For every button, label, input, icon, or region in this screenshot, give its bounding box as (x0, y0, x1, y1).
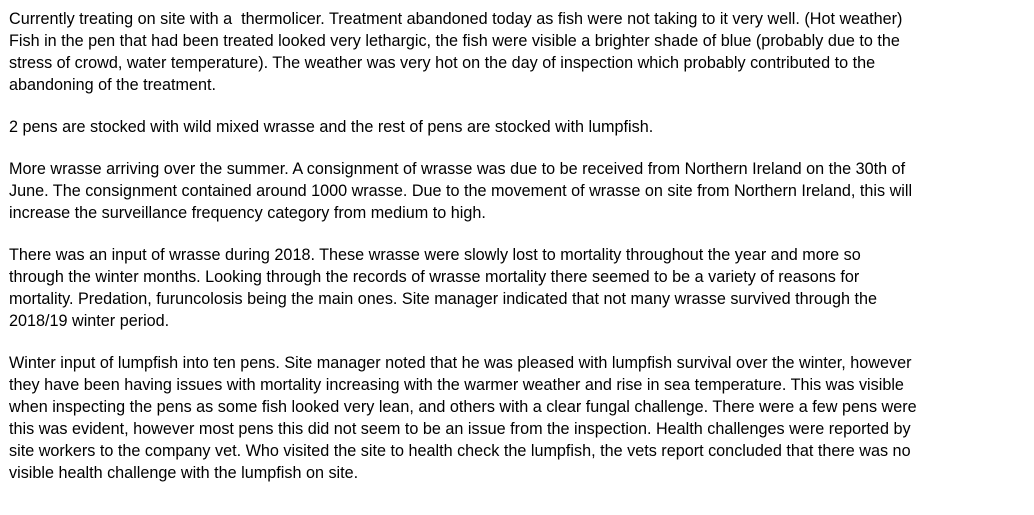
text-line: visible health challenge with the lumpfish on site. (9, 464, 359, 482)
paragraph-lumpfish (9, 352, 1026, 484)
text-line: mortality. Predation, furuncolosis being the main ones. Site manager indicated that not many wrasse survived through the (9, 290, 877, 308)
text-line: increase the surveillance frequency category from medium to high. (9, 204, 486, 222)
text-line: through the winter months. Looking through the records of wrasse mortality there seemed to be a variety of reasons for (9, 268, 860, 286)
text-line: when inspecting the pens as some fish looked very lean, and others with a clear fungal challenge. There were a few pens were (9, 398, 917, 416)
text-line: Currently treating on site with a thermolicer. Treatment abandoned today as fish were not taking to it very well. (Hot weather) (9, 10, 903, 28)
text-line: 2 pens are stocked with wild mixed wrasse and the rest of pens are stocked with lumpfish. (9, 118, 654, 136)
text-line: There was an input of wrasse during 2018. These wrasse were slowly lost to mortality throughout the year and more so (9, 246, 861, 264)
paragraph-wrasse-arrival (9, 158, 1026, 224)
text-line: this was evident, however most pens this did not seem to be an issue from the inspection. Health challenges were reported by (9, 420, 911, 438)
text-line: 2018/19 winter period. (9, 312, 170, 330)
paragraph-treatment (9, 8, 1026, 96)
text-line: they have been having issues with mortality increasing with the warmer weather and rise in sea temperature. This was visible (9, 376, 904, 394)
text-line: Fish in the pen that had been treated looked very lethargic, the fish were visible a brighter shade of blue (probably due to the (9, 32, 900, 50)
text-line: site workers to the company vet. Who visited the site to health check the lumpfish, the vets report concluded that there was no (9, 442, 911, 460)
text-line: abandoning of the treatment. (9, 76, 216, 94)
text-line: More wrasse arriving over the summer. A consignment of wrasse was due to be received from Northern Ireland on the 30th of (9, 160, 906, 178)
text-line: June. The consignment contained around 1000 wrasse. Due to the movement of wrasse on site from Northern Ireland, this will (9, 182, 913, 200)
paragraph-stocking (9, 116, 1026, 138)
text-line: Winter input of lumpfish into ten pens. Site manager noted that he was pleased with lumpfish survival over the winter, however (9, 354, 912, 372)
text-line: stress of crowd, water temperature). The weather was very hot on the day of inspection which probably contributed to the (9, 54, 876, 72)
paragraph-wrasse-mortality (9, 244, 1026, 332)
